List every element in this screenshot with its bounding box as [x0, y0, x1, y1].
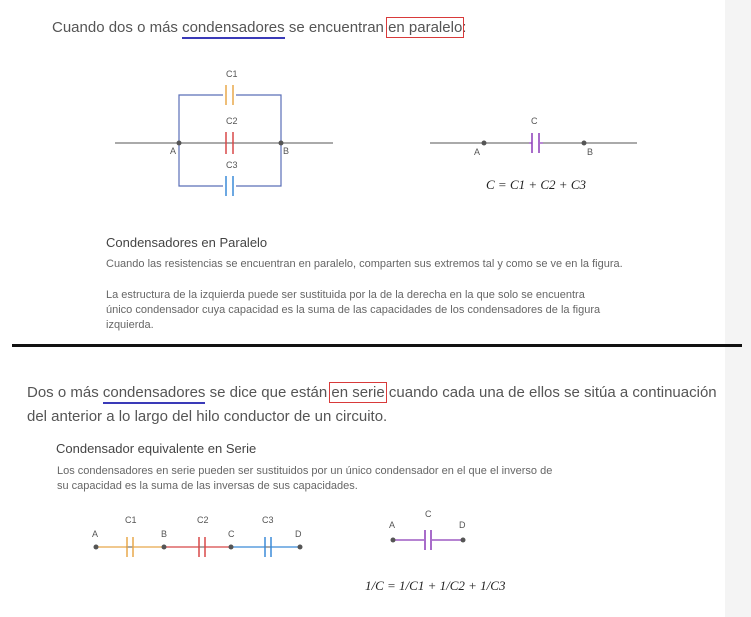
en-serie-highlight: en serie: [331, 384, 385, 401]
series-text-line-2: su capacidad es la suma de las inversas de sus capacidades.: [57, 480, 358, 492]
bottom-branch-wire-left: [179, 143, 223, 186]
parallel-formula: C = C1 + C2 + C3: [486, 177, 587, 192]
parallel-text-2-line-3: izquierda.: [106, 319, 154, 331]
bottom-branch-wire-right: [236, 143, 281, 186]
series-equiv-label-a: A: [389, 520, 396, 530]
parallel-intro-middle: se encuentran: [284, 19, 389, 36]
series-equiv-node-a: [391, 538, 396, 543]
node-b-dot: [279, 141, 284, 146]
label-node-a: A: [170, 146, 177, 156]
series-node-b: [162, 545, 167, 550]
section-divider: [12, 344, 742, 347]
parallel-text-2-line-1: La estructura de la izquierda puede ser sustituida por la de la derecha en la que solo se encuentra: [106, 289, 585, 301]
equiv-label-c: C: [531, 116, 538, 126]
series-text: [57, 464, 552, 494]
equiv-node-b-dot: [582, 141, 587, 146]
series-formula: 1/C = 1/C1 + 1/C2 + 1/C3: [365, 578, 506, 593]
node-a-dot: [177, 141, 182, 146]
top-branch-wire-left: [179, 95, 223, 143]
series-label-b: B: [161, 529, 168, 539]
series-intro-prefix: Dos o más: [27, 384, 103, 401]
condensadores-link-2[interactable]: condensadores: [103, 384, 206, 404]
series-equiv-node-d: [461, 538, 466, 543]
series-equiv-label-d: D: [459, 520, 466, 530]
series-intro-middle: se dice que están: [205, 384, 332, 401]
series-node-c: [229, 545, 234, 550]
label-c3: C3: [226, 160, 238, 170]
en-paralelo-highlight: en paralelo: [388, 19, 463, 36]
label-c2: C2: [226, 116, 238, 126]
equiv-node-a-dot: [482, 141, 487, 146]
parallel-intro-prefix: Cuando dos o más: [52, 19, 183, 36]
series-node-a: [94, 545, 99, 550]
equiv-label-a: A: [474, 147, 481, 157]
series-equiv-label-c: C: [425, 509, 432, 519]
condensadores-link[interactable]: condensadores: [182, 19, 285, 39]
series-subtitle: Condensador equivalente en Serie: [56, 441, 257, 456]
label-c1: C1: [226, 69, 238, 79]
series-label-c1: C1: [125, 515, 137, 525]
series-label-c3: C3: [262, 515, 274, 525]
series-label-c2: C2: [197, 515, 209, 525]
parallel-subtitle: Condensadores en Paralelo: [106, 235, 268, 250]
series-intro: [27, 381, 727, 429]
top-branch-wire-right: [236, 95, 281, 143]
equiv-label-b: B: [587, 147, 594, 157]
parallel-text-2-line-2: único condensador cuya capacidad es la suma de las capacidades de los condensadores de la figura: [106, 304, 601, 316]
series-label-c: C: [228, 529, 235, 539]
series-intro-suffix: cuando cada una de ellos se sitúa a continuación del anterior a lo largo del hilo conductor de un circuito.: [27, 384, 717, 425]
label-node-b: B: [283, 146, 290, 156]
parallel-text-2: [106, 288, 600, 333]
series-label-a: A: [92, 529, 99, 539]
parallel-intro-suffix: :: [462, 19, 467, 36]
series-label-d: D: [295, 529, 302, 539]
series-text-line-1: Los condensadores en serie pueden ser sustituidos por un único condensador en el que el inverso de: [57, 465, 553, 477]
series-node-d: [298, 545, 303, 550]
parallel-text-1: Cuando las resistencias se encuentran en paralelo, comparten sus extremos tal y como se ve en la figura.: [106, 258, 623, 270]
